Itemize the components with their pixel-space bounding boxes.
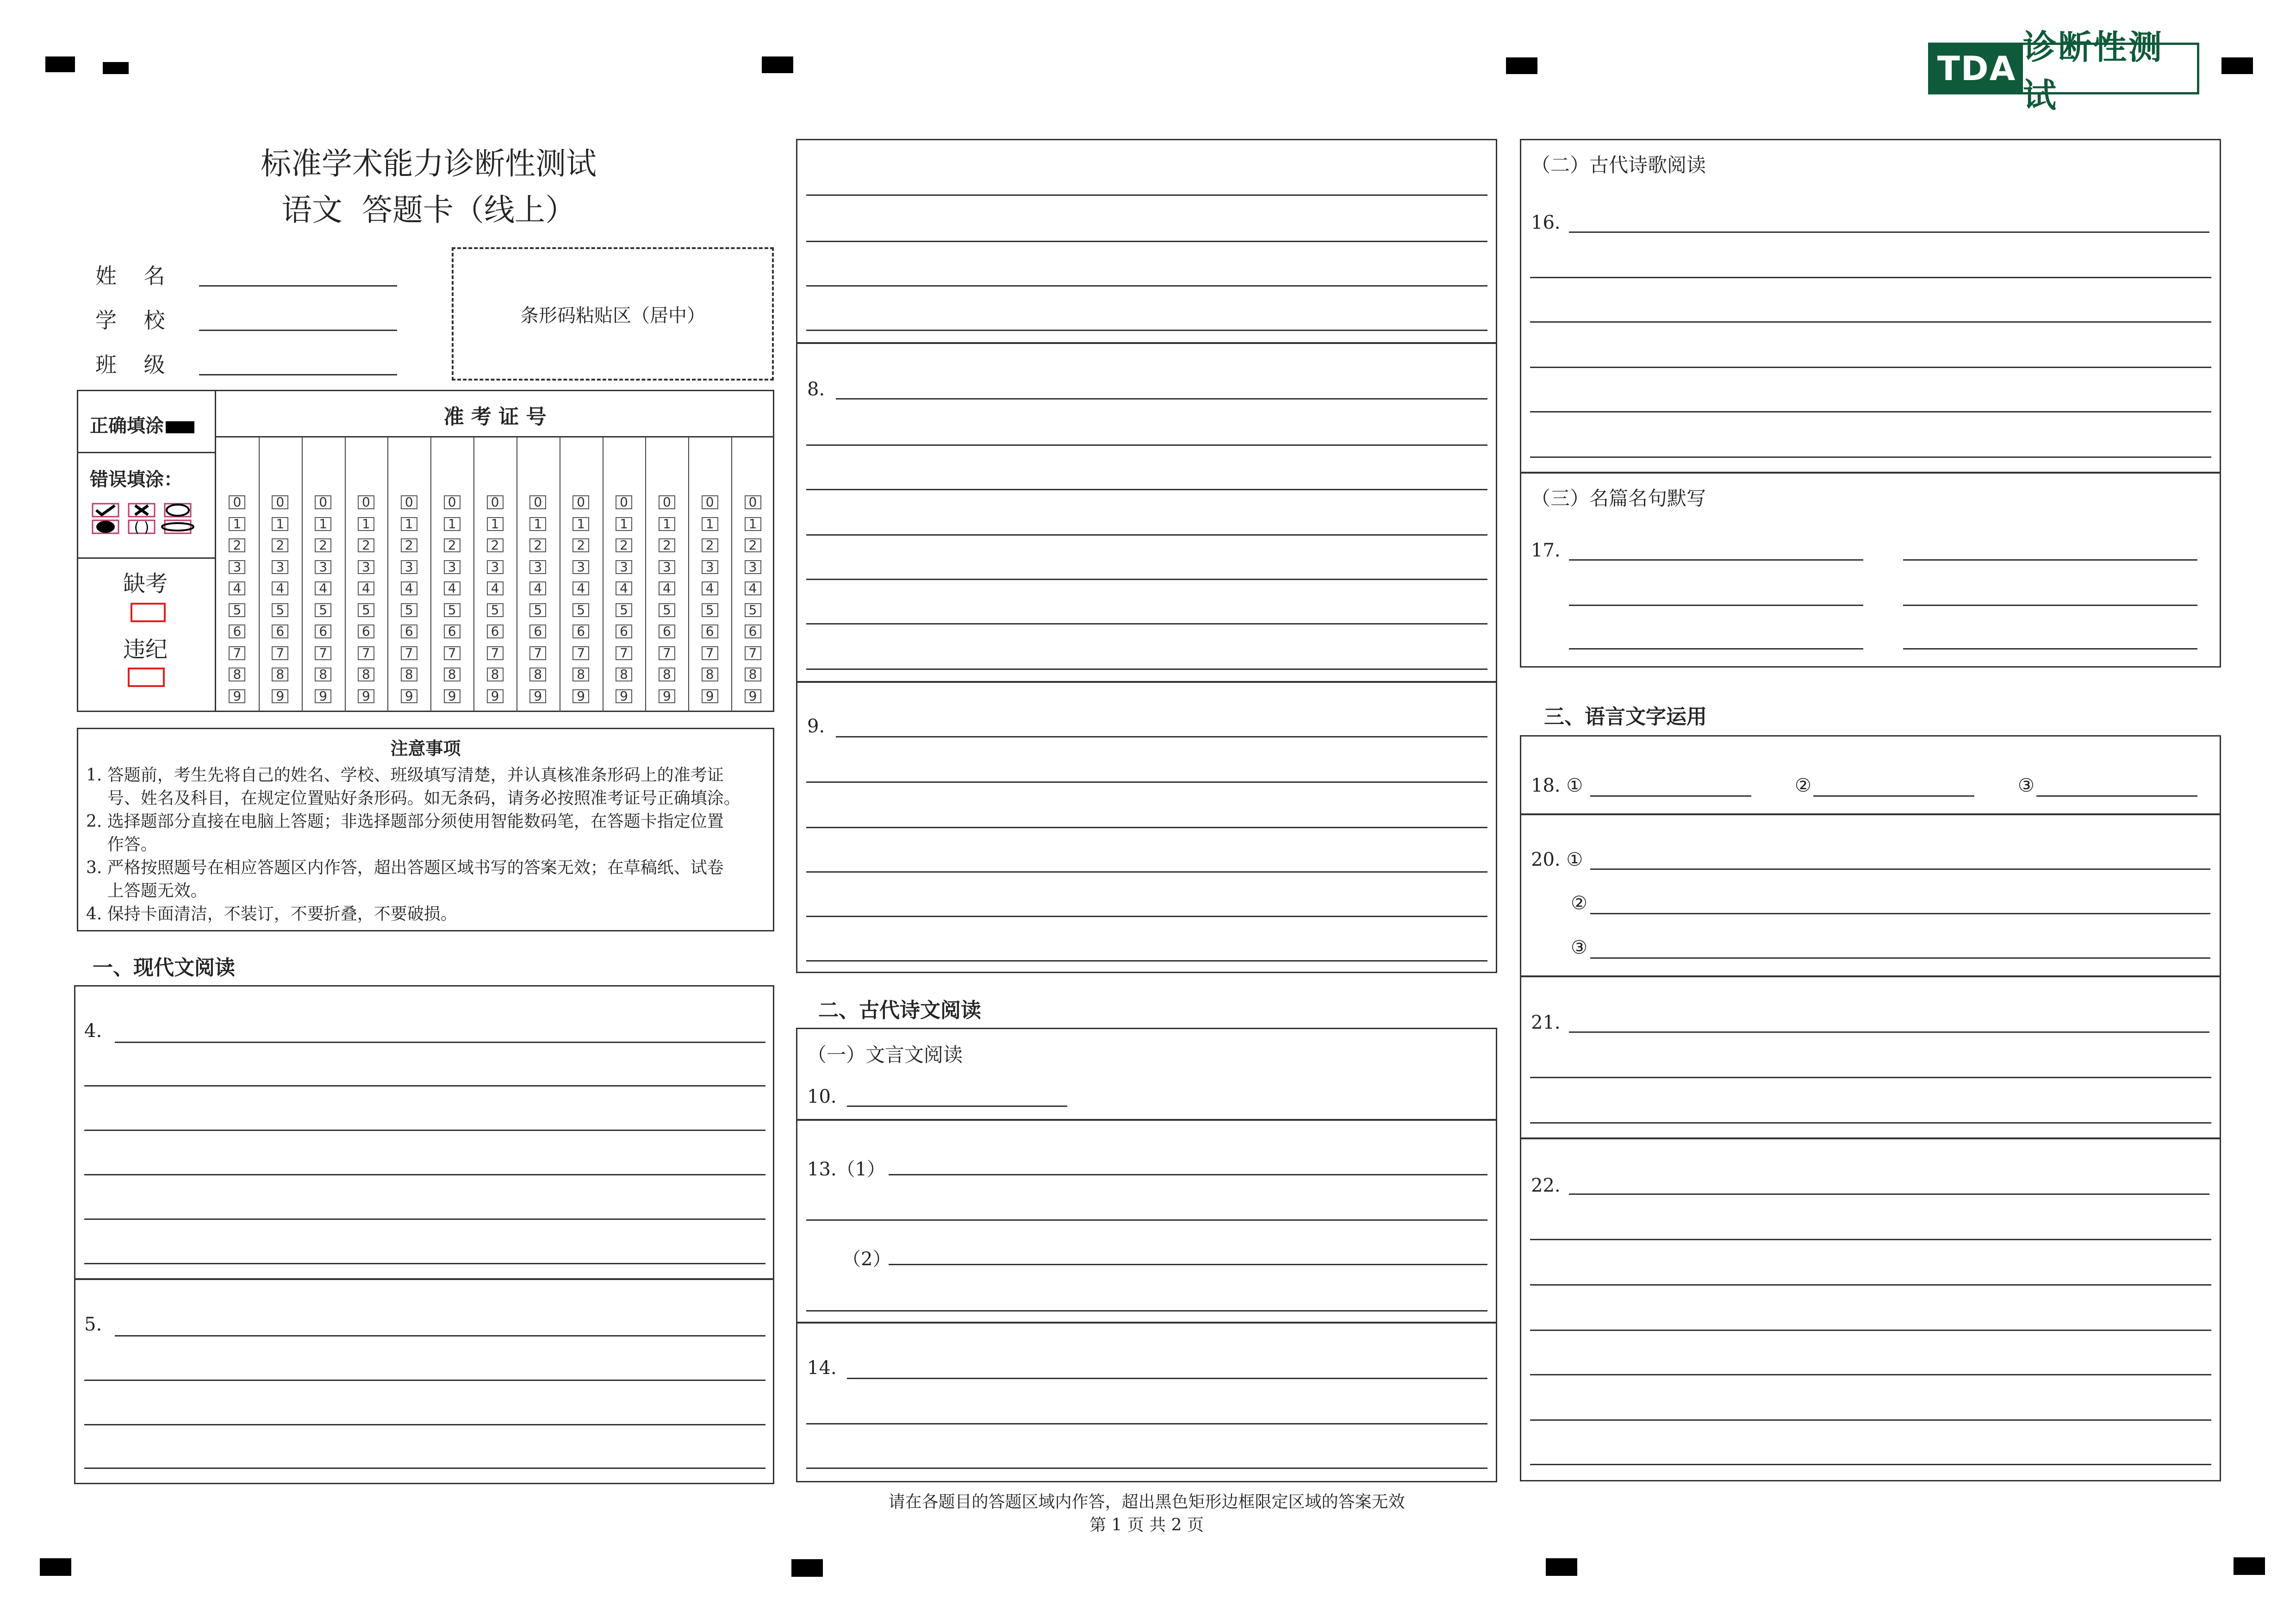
answer-line[interactable]: [1569, 559, 1863, 561]
exam-id-bubble[interactable]: 6: [616, 625, 632, 638]
notes-list: [86, 764, 766, 926]
answer-line[interactable]: [806, 330, 1487, 331]
logo-tda-text: TDA: [1930, 45, 2023, 92]
answer-line[interactable]: [806, 1423, 1487, 1424]
answer-line[interactable]: [84, 1468, 765, 1469]
section-heading: 三、语言文字运用: [1544, 705, 1707, 729]
exam-id-bubble[interactable]: 6: [272, 625, 288, 638]
exam-id-bubble[interactable]: 7: [487, 646, 504, 660]
exam-id-bubble[interactable]: 2: [401, 538, 417, 552]
absent-label: 缺考: [123, 571, 168, 597]
exam-id-bubble[interactable]: 2: [616, 538, 632, 552]
exam-id-bubble[interactable]: 2: [487, 538, 504, 552]
exam-id-bubble[interactable]: 6: [529, 625, 546, 638]
wrong-fill-label: 错误填涂：: [90, 468, 182, 490]
wrong-fill-examples-icon: [91, 502, 202, 536]
question-number: 13.（1）: [807, 1159, 886, 1180]
answer-box-q22: [1520, 1138, 2221, 1481]
exam-id-bubble[interactable]: 1: [572, 517, 589, 531]
question-number: 8.: [807, 379, 825, 400]
exam-id-bubble[interactable]: 9: [616, 689, 632, 703]
notes-item: 2. 选择题部分直接在电脑上答题；非选择题部分须使用智能数码笔，在答题卡指定位置: [86, 812, 724, 831]
question-number: 18. ①: [1531, 775, 1583, 796]
exam-id-bubble[interactable]: 5: [229, 603, 245, 617]
exam-id-bubble[interactable]: 2: [702, 538, 718, 552]
exam-id-bubble[interactable]: 0: [572, 495, 589, 509]
registration-mark: [791, 1559, 823, 1577]
exam-id-bubble[interactable]: 9: [702, 689, 718, 703]
notes-item: 1. 答题前，考生先将自己的姓名、学校、班级填写清楚，并认真核准条形码上的准考证: [86, 766, 724, 785]
exam-id-bubble[interactable]: 6: [487, 625, 504, 638]
school-label: 学 校: [95, 308, 165, 333]
exam-id-bubble[interactable]: 0: [487, 495, 504, 509]
exam-id-bubble[interactable]: 2: [659, 538, 675, 552]
answer-line[interactable]: [806, 1468, 1487, 1469]
exam-id-bubble[interactable]: 7: [401, 646, 417, 660]
exam-id-bubble[interactable]: 5: [616, 603, 632, 617]
exam-id-bubble[interactable]: 7: [659, 646, 675, 660]
question-number: 16.: [1531, 212, 1561, 233]
exam-id-bubble[interactable]: 1: [272, 517, 288, 531]
exam-id-bubble[interactable]: 9: [315, 689, 331, 703]
exam-id-bubble[interactable]: 8: [444, 668, 460, 681]
answer-line[interactable]: [1569, 1031, 2209, 1033]
answer-box-q20: [1520, 814, 2221, 977]
filled-box-icon: [166, 421, 194, 433]
name-field[interactable]: [199, 285, 397, 287]
notes-item: 4. 保持卡面清洁，不装订，不要折叠，不要破损。: [86, 905, 457, 924]
correct-fill-text: 正确填涂: [90, 415, 164, 437]
exam-id-bubble[interactable]: 1: [444, 517, 460, 531]
answer-line[interactable]: [1530, 277, 2211, 278]
answer-line[interactable]: [84, 1174, 765, 1175]
subsection-heading: （一）文言文阅读: [807, 1043, 963, 1066]
notes-item: 作答。: [86, 835, 157, 854]
answer-line[interactable]: [84, 1424, 765, 1425]
answer-line[interactable]: [1903, 605, 2197, 606]
answer-line[interactable]: [1590, 913, 2210, 914]
registration-mark: [1546, 1558, 1577, 1576]
section-heading: 二、古代诗文阅读: [818, 999, 981, 1022]
exam-id-bubble[interactable]: 7: [529, 646, 546, 660]
exam-id-bubble[interactable]: 4: [745, 581, 761, 595]
answer-line[interactable]: [1590, 957, 2210, 959]
exam-id-bubble[interactable]: 2: [572, 538, 589, 552]
exam-id-bubble[interactable]: 6: [572, 625, 589, 638]
exam-id-bubble[interactable]: 6: [444, 625, 460, 638]
answer-line[interactable]: [84, 1263, 765, 1264]
exam-id-bubble[interactable]: 2: [444, 538, 460, 552]
answer-line[interactable]: [115, 1335, 765, 1337]
answer-line[interactable]: [806, 781, 1487, 783]
answer-line[interactable]: [1530, 367, 2211, 368]
question-number: 4.: [84, 1020, 102, 1042]
exam-id-bubble[interactable]: 4: [702, 581, 718, 595]
answer-line[interactable]: [806, 444, 1487, 446]
exam-id-bubble[interactable]: 0: [659, 495, 675, 509]
question-number: 14.: [807, 1357, 837, 1379]
answer-line[interactable]: [1569, 1193, 2209, 1195]
exam-id-bubble[interactable]: 9: [487, 689, 504, 703]
answer-line[interactable]: [806, 489, 1487, 490]
answer-line[interactable]: [1590, 868, 2210, 870]
exam-id-bubble[interactable]: 1: [358, 517, 374, 531]
answer-line[interactable]: [1903, 648, 2197, 650]
answer-line[interactable]: [115, 1042, 765, 1043]
exam-id-bubble[interactable]: 9: [229, 689, 245, 703]
exam-id-bubble[interactable]: 3: [529, 560, 546, 574]
exam-id-bubble[interactable]: 4: [659, 581, 675, 595]
answer-line[interactable]: [836, 398, 1487, 400]
answer-line[interactable]: [1530, 1330, 2211, 1331]
page-title: 标准学术能力诊断性测试: [261, 146, 597, 181]
exam-id-bubble[interactable]: 6: [702, 625, 718, 638]
exam-id-bubble[interactable]: 3: [315, 560, 331, 574]
subsection-heading: （三）名篇名句默写: [1531, 487, 1706, 510]
registration-mark: [1506, 57, 1537, 74]
answer-box-q18: [1520, 735, 2221, 815]
exam-id-bubble[interactable]: 0: [358, 495, 374, 509]
exam-id-bubble[interactable]: 4: [358, 581, 374, 595]
answer-line[interactable]: [806, 871, 1487, 873]
answer-line[interactable]: [1530, 411, 2211, 412]
answer-box-q13: [796, 1119, 1497, 1323]
exam-id-bubble[interactable]: 1: [745, 517, 761, 531]
registration-mark: [103, 62, 129, 74]
question-number: 9.: [807, 716, 825, 737]
notes-item: 3. 严格按照题号在相应答题区内作答，超出答题区域书写的答案无效；在草稿纸、试卷: [86, 858, 724, 877]
question-number: 22.: [1531, 1175, 1561, 1196]
question-number: ②: [1795, 775, 1811, 796]
class-field[interactable]: [199, 374, 397, 375]
exam-id-bubble[interactable]: 8: [659, 668, 675, 681]
answer-line[interactable]: [1530, 1284, 2211, 1286]
exam-id-bubble[interactable]: 7: [572, 646, 589, 660]
exam-id-bubble[interactable]: 2: [315, 538, 331, 552]
exam-id-bubble[interactable]: 5: [315, 603, 331, 617]
school-field[interactable]: [199, 330, 397, 331]
question-number: ③: [2018, 775, 2035, 796]
exam-id-bubble[interactable]: 5: [659, 603, 675, 617]
exam-id-bubble[interactable]: 8: [745, 668, 761, 681]
exam-id-bubble[interactable]: 7: [702, 646, 718, 660]
answer-line[interactable]: [836, 736, 1487, 737]
exam-id-bubble[interactable]: 1: [487, 517, 504, 531]
exam-id-bubble[interactable]: 7: [315, 646, 331, 660]
exam-id-bubble[interactable]: 8: [315, 668, 331, 681]
answer-line[interactable]: [1530, 321, 2211, 323]
exam-id-bubble[interactable]: 9: [529, 689, 546, 703]
question-number: （2）: [842, 1249, 891, 1270]
answer-line[interactable]: [806, 916, 1487, 917]
exam-id-bubble[interactable]: 1: [315, 517, 331, 531]
answer-line[interactable]: [84, 1218, 765, 1220]
exam-id-bubble[interactable]: 6: [745, 625, 761, 638]
answer-line[interactable]: [1530, 1239, 2211, 1240]
question-number: ③: [1571, 937, 1587, 958]
violation-label: 违纪: [123, 637, 168, 662]
notes-title: 注意事项: [390, 738, 461, 759]
answer-line[interactable]: [889, 1174, 1487, 1175]
exam-id-bubble[interactable]: 2: [229, 538, 245, 552]
exam-id-bubble[interactable]: 9: [572, 689, 589, 703]
exam-id-bubble[interactable]: 5: [401, 603, 417, 617]
answer-line[interactable]: [806, 623, 1487, 625]
class-label: 班 级: [95, 352, 165, 377]
answer-line[interactable]: [84, 1130, 765, 1131]
exam-id-bubble[interactable]: 7: [229, 646, 245, 660]
answer-line[interactable]: [2036, 795, 2197, 797]
exam-id-bubble[interactable]: 0: [315, 495, 331, 509]
exam-id-bubble[interactable]: 5: [487, 603, 504, 617]
exam-id-bubble[interactable]: 7: [272, 646, 288, 660]
exam-id-bubble[interactable]: 2: [745, 538, 761, 552]
answer-line[interactable]: [806, 1219, 1487, 1221]
question-number: 21.: [1531, 1012, 1561, 1033]
exam-id-bubble[interactable]: 4: [229, 581, 245, 595]
answer-box-q21: [1520, 976, 2221, 1139]
exam-id-bubble[interactable]: 5: [529, 603, 546, 617]
answer-line[interactable]: [1569, 648, 1863, 650]
exam-id-bubble[interactable]: 1: [616, 517, 632, 531]
exam-id-bubble[interactable]: 1: [229, 517, 245, 531]
exam-id-bubble[interactable]: 3: [358, 560, 374, 574]
exam-id-bubble[interactable]: 0: [229, 495, 245, 509]
answer-box-q16: [1520, 139, 2221, 473]
exam-id-bubble[interactable]: 4: [444, 581, 460, 595]
exam-id-bubble[interactable]: 8: [272, 668, 288, 681]
exam-id-bubble[interactable]: 4: [401, 581, 417, 595]
svg-text:( ): ( ): [134, 519, 149, 536]
registration-mark: [40, 1558, 71, 1576]
section-heading: 一、现代文阅读: [93, 956, 235, 980]
page-number: 第 1 页 共 2 页: [1089, 1516, 1204, 1535]
exam-id-bubble[interactable]: 0: [272, 495, 288, 509]
exam-id-bubble[interactable]: 6: [315, 625, 331, 638]
exam-id-bubble[interactable]: 5: [444, 603, 460, 617]
exam-id-bubble[interactable]: 0: [616, 495, 632, 509]
logo-subtitle: 诊断性测试: [2023, 28, 2164, 115]
exam-id-bubble[interactable]: 1: [702, 517, 718, 531]
question-number: 20. ①: [1531, 849, 1583, 870]
answer-line[interactable]: [806, 285, 1487, 287]
exam-id-bubble[interactable]: 3: [487, 560, 504, 574]
exam-id-bubble[interactable]: 2: [529, 538, 546, 552]
answer-line[interactable]: [1530, 1419, 2211, 1421]
exam-id-bubble[interactable]: 1: [529, 517, 546, 531]
exam-id-bubble[interactable]: 8: [572, 668, 589, 681]
subsection-heading: （二）古代诗歌阅读: [1531, 154, 1706, 176]
violation-checkbox[interactable]: [128, 668, 165, 687]
exam-id-bubble[interactable]: 9: [358, 689, 374, 703]
exam-id-bubble[interactable]: 4: [487, 581, 504, 595]
exam-id-bubble[interactable]: 4: [616, 581, 632, 595]
answer-line[interactable]: [84, 1085, 765, 1087]
exam-id-bubble[interactable]: 0: [745, 495, 761, 509]
registration-mark: [762, 56, 793, 73]
exam-id-bubble[interactable]: 7: [616, 646, 632, 660]
exam-id-bubble[interactable]: 3: [572, 560, 589, 574]
notes-item: 上答题无效。: [86, 881, 207, 900]
exam-id-bubble[interactable]: 7: [745, 646, 761, 660]
answer-box-q5: [74, 1279, 774, 1484]
page-subtitle: 语文 答题卡（线上）: [281, 192, 576, 228]
answer-line[interactable]: [806, 1310, 1487, 1312]
answer-line[interactable]: [1590, 795, 1751, 797]
footer-warning: 请在各题目的答题区域内作答，超出黑色矩形边框限定区域的答案无效: [888, 1493, 1405, 1512]
fill-panel-divider: [77, 557, 216, 559]
exam-id-bubble[interactable]: 9: [272, 689, 288, 703]
exam-id-bubble[interactable]: 9: [659, 689, 675, 703]
correct-fill-label: [90, 411, 194, 437]
answer-line[interactable]: [806, 827, 1487, 828]
question-number: ②: [1571, 893, 1587, 914]
exam-id-bubble[interactable]: 3: [745, 560, 761, 574]
registration-mark: [2234, 1557, 2265, 1575]
registration-mark: [2221, 57, 2253, 74]
exam-id-bubble[interactable]: 8: [229, 668, 245, 681]
exam-id-bubble[interactable]: 0: [401, 495, 417, 509]
exam-id-bubble[interactable]: 6: [358, 625, 374, 638]
exam-id-bubble[interactable]: 7: [444, 646, 460, 660]
answer-line[interactable]: [847, 1378, 1487, 1379]
exam-id-bubble[interactable]: 0: [702, 495, 718, 509]
answer-line[interactable]: [806, 579, 1487, 580]
answer-line[interactable]: [806, 960, 1487, 962]
answer-box-q4: [74, 985, 774, 1280]
exam-id-bubble[interactable]: 3: [659, 560, 675, 574]
exam-id-bubble[interactable]: 3: [401, 560, 417, 574]
exam-id-bubble[interactable]: 3: [272, 560, 288, 574]
exam-id-bubble[interactable]: 4: [572, 581, 589, 595]
exam-id-bubble[interactable]: 3: [702, 560, 718, 574]
answer-line[interactable]: [1530, 1464, 2211, 1465]
exam-id-bubble[interactable]: 5: [745, 603, 761, 617]
exam-id-bubble[interactable]: 1: [401, 517, 417, 531]
exam-id-bubble[interactable]: 4: [529, 581, 546, 595]
answer-line[interactable]: [1569, 231, 2209, 233]
answer-line[interactable]: [1813, 795, 1974, 797]
notes-item: 号、姓名及科目，在规定位置贴好条形码。如无条码，请务必按照准考证号正确填涂。: [86, 789, 740, 808]
exam-id-bubble[interactable]: 1: [659, 517, 675, 531]
exam-id-bubble[interactable]: 3: [229, 560, 245, 574]
fill-panel-divider: [77, 452, 216, 453]
exam-id-bubble[interactable]: 2: [358, 538, 374, 552]
answer-line[interactable]: [1903, 559, 2197, 561]
exam-id-bubble[interactable]: 6: [229, 625, 245, 638]
answer-box-q14: [796, 1322, 1497, 1482]
question-number: 5.: [84, 1314, 102, 1335]
exam-id-bubble[interactable]: 9: [401, 689, 417, 703]
exam-id-bubble[interactable]: 8: [616, 668, 632, 681]
absent-checkbox[interactable]: [131, 603, 166, 622]
exam-id-bubble[interactable]: 9: [444, 689, 460, 703]
exam-id-bubble[interactable]: 4: [315, 581, 331, 595]
exam-id-bubble[interactable]: 0: [444, 495, 460, 509]
exam-id-bubble[interactable]: 8: [487, 668, 504, 681]
exam-id-bubble[interactable]: 7: [358, 646, 374, 660]
exam-id-grid: [216, 390, 774, 712]
tda-logo: [1928, 28, 2199, 115]
answer-line[interactable]: [1569, 605, 1863, 606]
exam-id-bubble[interactable]: 9: [745, 689, 761, 703]
exam-id-bubble[interactable]: 3: [616, 560, 632, 574]
exam-id-bubble[interactable]: 8: [401, 668, 417, 681]
question-number: 10.: [807, 1086, 837, 1107]
exam-id-bubble[interactable]: 3: [444, 560, 460, 574]
exam-id-bubble[interactable]: 8: [702, 668, 718, 681]
answer-line[interactable]: [1530, 1122, 2211, 1124]
question-number: 17.: [1531, 540, 1561, 561]
name-label: 姓 名: [95, 263, 165, 288]
answer-line[interactable]: [84, 1380, 765, 1381]
answer-line[interactable]: [1530, 1374, 2211, 1375]
exam-id-bubble[interactable]: 6: [659, 625, 675, 638]
answer-box-q8: [796, 343, 1497, 682]
answer-line[interactable]: [1530, 1077, 2211, 1078]
answer-line[interactable]: [806, 194, 1487, 196]
exam-id-bubble[interactable]: 5: [358, 603, 374, 617]
registration-mark: [45, 56, 75, 72]
answer-line[interactable]: [806, 668, 1487, 670]
exam-id-bubble[interactable]: 8: [529, 668, 546, 681]
exam-id-bubble[interactable]: 0: [529, 495, 546, 509]
exam-id-bubble[interactable]: 6: [401, 625, 417, 638]
answer-line[interactable]: [1530, 456, 2211, 458]
barcode-label: 条形码粘贴区（居中）: [520, 305, 705, 326]
exam-id-header: 准 考 证 号: [443, 405, 547, 429]
answer-line[interactable]: [806, 241, 1487, 242]
exam-id-bubble[interactable]: 8: [358, 668, 374, 681]
answer-line[interactable]: [806, 534, 1487, 536]
answer-line[interactable]: [847, 1106, 1067, 1107]
exam-id-bubble[interactable]: 2: [272, 538, 288, 552]
barcode-area: [452, 247, 774, 381]
exam-id-bubble[interactable]: 5: [702, 603, 718, 617]
exam-id-bubble[interactable]: 5: [272, 603, 288, 617]
exam-id-bubble[interactable]: 5: [572, 603, 589, 617]
answer-line[interactable]: [889, 1264, 1487, 1265]
exam-id-bubble[interactable]: 4: [272, 581, 288, 595]
